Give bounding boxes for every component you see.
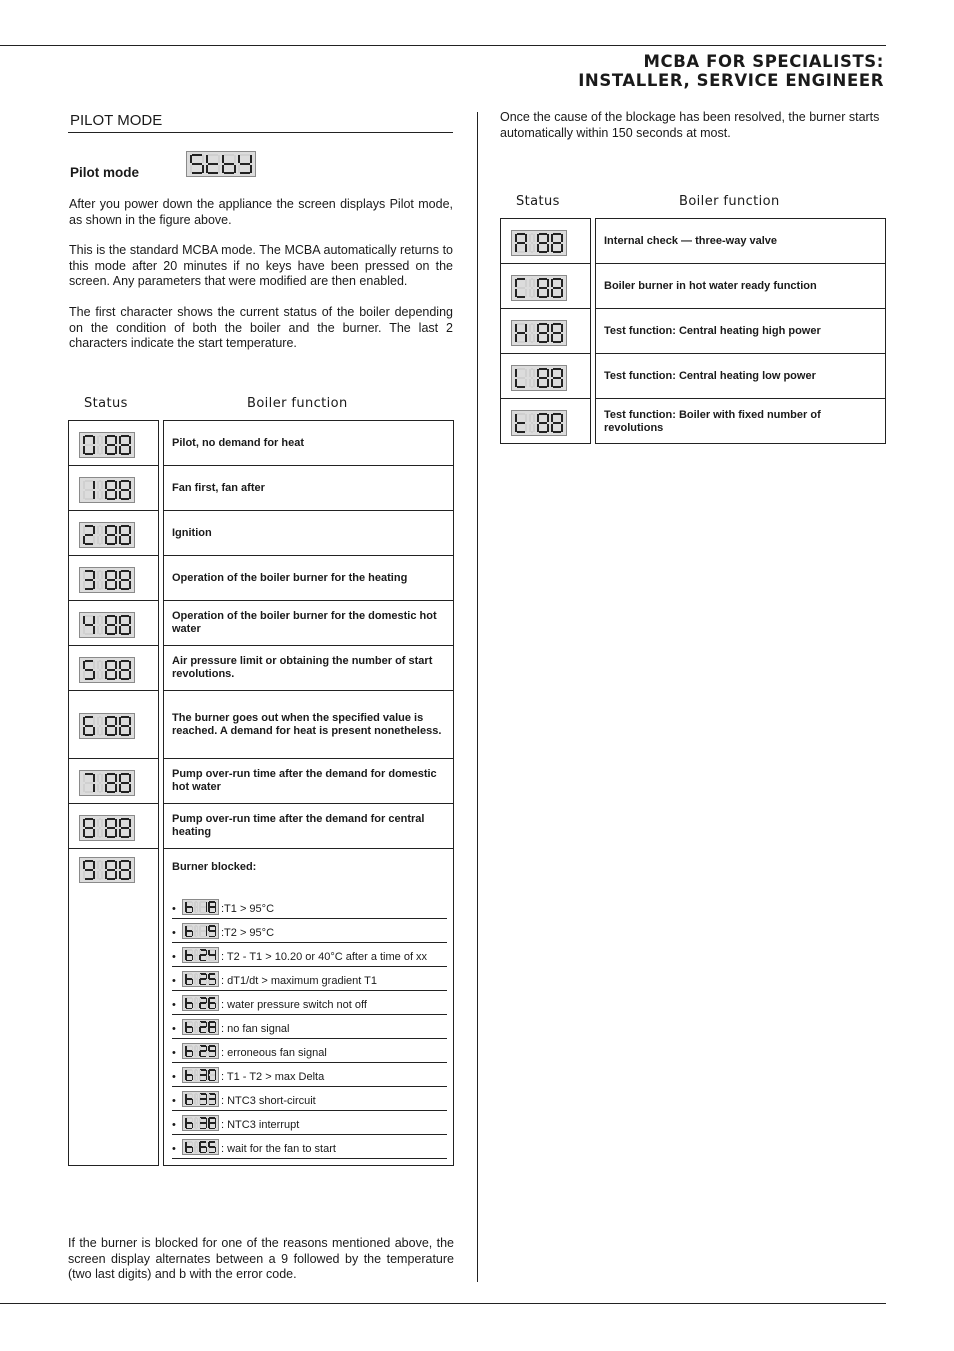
- bullet: •: [172, 951, 176, 963]
- seven-segment-display: [79, 815, 135, 841]
- segment-digit: [119, 860, 131, 880]
- segment-digit: [206, 154, 220, 174]
- left-function-column: [163, 420, 454, 1166]
- status-cell: [79, 522, 135, 550]
- function-row: [164, 804, 453, 849]
- segment-digit: [83, 615, 95, 635]
- blocked-reason-text: : wait for the fan to start: [221, 1143, 336, 1155]
- seven-segment-display: [511, 230, 567, 256]
- segment-digit: [551, 413, 563, 433]
- seven-segment-display: [182, 1019, 219, 1035]
- header-line-2: INSTALLER, SERVICE ENGINEER: [578, 71, 884, 90]
- segment-digit: [97, 480, 103, 500]
- blocked-reason-item: [172, 1041, 447, 1063]
- page-header: [578, 52, 884, 90]
- blocked-reason-text: : no fan signal: [221, 1023, 290, 1035]
- segment-digit: [83, 570, 95, 590]
- right-top-paragraph: Once the cause of the blockage has been resolved, the burner starts automatically within 150 seconds at most.: [500, 110, 880, 140]
- segment-digit: [194, 1045, 198, 1057]
- function-text: Pump over-run time after the demand for central heating: [172, 813, 425, 838]
- segment-digit: [199, 925, 207, 937]
- function-text: Air pressure limit or obtaining the number of start revolutions.: [172, 655, 433, 680]
- function-text: Boiler burner in hot water ready function: [604, 279, 817, 292]
- seven-segment-display: [182, 1115, 219, 1131]
- section-title-underline: [68, 132, 453, 133]
- header-line-1: MCBA FOR SPECIALISTS:: [643, 52, 884, 71]
- left-status-header: Status: [84, 396, 128, 411]
- bottom-rule: [0, 1303, 886, 1304]
- function-text: Test function: Central heating low power: [604, 369, 816, 382]
- status-row: [69, 601, 158, 646]
- function-row: [164, 556, 453, 601]
- segment-digit: [105, 480, 117, 500]
- seven-segment-display: [79, 522, 135, 548]
- segment-digit: [537, 278, 549, 298]
- seven-segment-display: [79, 770, 135, 796]
- function-row: [164, 511, 453, 556]
- seven-segment-display: [182, 1091, 219, 1107]
- segment-digit: [199, 1093, 207, 1105]
- segment-digit: [551, 323, 563, 343]
- paragraph-3: The first character shows the current status of the boiler depending on the condition of both the boiler and the burner. The last 2 characters indicate the start temperature.: [69, 305, 453, 350]
- segment-digit: [97, 818, 103, 838]
- segment-digit: [208, 1021, 216, 1033]
- bullet: •: [172, 903, 176, 915]
- status-row: [501, 264, 590, 309]
- seven-segment-display: [79, 432, 135, 458]
- seven-segment-display: [182, 995, 219, 1011]
- segment-digit: [119, 435, 131, 455]
- function-row: [164, 849, 453, 1167]
- bullet: •: [172, 1119, 176, 1131]
- segment-digit: [515, 368, 527, 388]
- function-row: [164, 421, 453, 466]
- segment-digit: [97, 860, 103, 880]
- segment-digit: [185, 901, 193, 913]
- function-text: Internal check — three-way valve: [604, 234, 778, 247]
- segment-digit: [105, 773, 117, 793]
- seven-segment-display: [182, 1139, 219, 1155]
- segment-digit: [83, 860, 95, 880]
- status-row: [69, 759, 158, 804]
- bullet: •: [172, 1071, 176, 1083]
- segment-digit: [194, 1093, 198, 1105]
- segment-digit: [529, 413, 535, 433]
- segment-digit: [105, 615, 117, 635]
- bullet: •: [172, 975, 176, 987]
- segment-digit: [105, 818, 117, 838]
- bullet: •: [172, 1023, 176, 1035]
- segment-digit: [194, 1021, 198, 1033]
- function-row: [164, 759, 453, 804]
- seven-segment-display: [182, 947, 219, 963]
- status-cell: [79, 612, 135, 640]
- blocked-reason-item: [172, 1017, 447, 1039]
- segment-digit: [105, 570, 117, 590]
- segment-digit: [83, 435, 95, 455]
- segment-digit: [208, 1045, 216, 1057]
- segment-digit: [199, 1141, 207, 1153]
- bullet: •: [172, 999, 176, 1011]
- segment-digit: [194, 973, 198, 985]
- status-cell: [79, 713, 135, 741]
- segment-digit: [537, 368, 549, 388]
- status-row: [69, 511, 158, 556]
- function-row: [164, 691, 453, 759]
- seven-segment-display: [79, 567, 135, 593]
- seven-segment-display: [182, 1067, 219, 1083]
- status-cell: [511, 365, 567, 393]
- left-status-column: [68, 420, 159, 1166]
- status-cell: [79, 477, 135, 505]
- segment-digit: [208, 997, 216, 1009]
- segment-digit: [105, 716, 117, 736]
- segment-digit: [194, 949, 198, 961]
- function-row: [164, 646, 453, 691]
- segment-digit: [199, 1117, 207, 1129]
- segment-digit: [105, 860, 117, 880]
- blocked-reason-text: : erroneous fan signal: [221, 1047, 327, 1059]
- seven-segment-display: [182, 971, 219, 987]
- segment-digit: [185, 997, 193, 1009]
- blocked-reason-text: :T2 > 95°C: [221, 927, 275, 939]
- seven-segment-display: [511, 320, 567, 346]
- segment-digit: [208, 925, 216, 937]
- segment-digit: [194, 925, 198, 937]
- paragraph-2: This is the standard MCBA mode. The MCBA automatically returns to this mode after 20 minutes if no keys have been pressed on the screen. Any parameters that were modified are then enabled.: [69, 243, 453, 288]
- status-cell: [79, 770, 135, 798]
- paragraph-1: After you power down the appliance the screen displays Pilot mode, as shown in the figure above.: [69, 197, 453, 227]
- section-title: PILOT MODE: [70, 112, 163, 129]
- segment-digit: [551, 368, 563, 388]
- blocked-reason-text: : NTC3 interrupt: [221, 1119, 300, 1131]
- status-cell: [79, 815, 135, 843]
- segment-digit: [97, 660, 103, 680]
- segment-digit: [194, 1117, 198, 1129]
- segment-digit: [83, 818, 95, 838]
- status-cell: [511, 410, 567, 438]
- blocked-reason-text: : water pressure switch not off: [221, 999, 367, 1011]
- segment-digit: [119, 773, 131, 793]
- seven-segment-display: [182, 1043, 219, 1059]
- pilot-mode-label: Pilot mode: [70, 165, 140, 180]
- segment-digit: [119, 615, 131, 635]
- segment-digit: [83, 716, 95, 736]
- status-cell: [79, 432, 135, 460]
- segment-digit: [208, 1141, 216, 1153]
- segment-digit: [185, 973, 193, 985]
- segment-digit: [194, 1069, 198, 1081]
- function-row: [596, 264, 885, 309]
- blocked-reason-item: [172, 1137, 447, 1159]
- segment-digit: [199, 973, 207, 985]
- seven-segment-display: [79, 477, 135, 503]
- segment-digit: [105, 435, 117, 455]
- function-row: [164, 601, 453, 646]
- blocked-reason-item: [172, 945, 447, 967]
- column-divider: [477, 112, 478, 1282]
- segment-digit: [537, 323, 549, 343]
- function-row: [596, 354, 885, 399]
- segment-digit: [83, 660, 95, 680]
- status-cell: [79, 857, 135, 885]
- segment-digit: [208, 1117, 216, 1129]
- segment-digit: [119, 525, 131, 545]
- function-text: Burner blocked:: [172, 861, 257, 873]
- status-row: [69, 646, 158, 691]
- segment-digit: [97, 435, 103, 455]
- segment-digit: [238, 154, 252, 174]
- blocked-reason-item: [172, 969, 447, 991]
- segment-digit: [194, 997, 198, 1009]
- blocked-reason-text: :T1 > 95°C: [221, 903, 275, 915]
- status-row: [69, 804, 158, 849]
- segment-digit: [208, 949, 216, 961]
- seven-segment-display: [79, 612, 135, 638]
- seven-segment-display: [79, 657, 135, 683]
- segment-digit: [83, 773, 95, 793]
- seven-segment-display: [511, 365, 567, 391]
- left-function-header: Boiler function: [247, 396, 348, 411]
- segment-digit: [83, 480, 95, 500]
- seven-segment-display: [511, 410, 567, 436]
- segment-digit: [537, 413, 549, 433]
- blocked-reason-item: [172, 921, 447, 943]
- status-row: [69, 691, 158, 759]
- segment-digit: [97, 525, 103, 545]
- function-row: [596, 219, 885, 264]
- segment-digit: [199, 949, 207, 961]
- segment-digit: [537, 233, 549, 253]
- function-text: Ignition: [172, 526, 212, 539]
- segment-digit: [515, 413, 527, 433]
- status-row: [501, 399, 590, 444]
- blocked-reason-text: : T1 - T2 > max Delta: [221, 1071, 325, 1083]
- segment-digit: [199, 1069, 207, 1081]
- segment-digit: [515, 233, 527, 253]
- segment-digit: [119, 480, 131, 500]
- segment-digit: [194, 901, 198, 913]
- right-function-column: [595, 218, 886, 444]
- function-text: Test function: Central heating high power: [604, 324, 821, 337]
- right-function-header: Boiler function: [679, 194, 780, 209]
- segment-digit: [185, 949, 193, 961]
- segment-digit: [119, 660, 131, 680]
- segment-digit: [208, 1093, 216, 1105]
- segment-digit: [199, 1021, 207, 1033]
- segment-digit: [208, 1069, 216, 1081]
- status-row: [69, 421, 158, 466]
- segment-digit: [119, 818, 131, 838]
- blocked-reason-item: [172, 1065, 447, 1087]
- status-cell: [511, 230, 567, 258]
- bullet: •: [172, 1143, 176, 1155]
- segment-digit: [208, 901, 216, 913]
- seven-segment-display: [186, 151, 256, 177]
- bullet: •: [172, 1095, 176, 1107]
- status-row: [69, 556, 158, 601]
- segment-digit: [199, 997, 207, 1009]
- seven-segment-display: [79, 857, 135, 883]
- segment-digit: [185, 1069, 193, 1081]
- segment-digit: [97, 773, 103, 793]
- blocked-reason-item: [172, 1089, 447, 1111]
- status-row: [501, 354, 590, 399]
- bullet: •: [172, 1047, 176, 1059]
- segment-digit: [83, 525, 95, 545]
- function-text: Operation of the boiler burner for the heating: [172, 571, 408, 584]
- segment-digit: [199, 901, 207, 913]
- segment-digit: [551, 278, 563, 298]
- seven-segment-display: [182, 899, 219, 915]
- blocked-reason-item: [172, 1113, 447, 1135]
- function-text: Test function: Boiler with fixed number of revolutions: [604, 408, 821, 434]
- segment-digit: [551, 233, 563, 253]
- segment-digit: [185, 1021, 193, 1033]
- segment-digit: [105, 660, 117, 680]
- status-row: [69, 466, 158, 511]
- segment-digit: [190, 154, 204, 174]
- status-cell: [511, 275, 567, 303]
- segment-digit: [119, 716, 131, 736]
- function-text: The burner goes out when the specified value is reached. A demand for heat is present nonetheless.: [172, 711, 442, 737]
- status-cell: [79, 567, 135, 595]
- status-cell: [511, 320, 567, 348]
- status-row: [501, 309, 590, 354]
- right-status-column: [500, 218, 591, 444]
- segment-digit: [185, 925, 193, 937]
- blocked-reason-item: [172, 897, 447, 919]
- segment-digit: [194, 1141, 198, 1153]
- seven-segment-display: [511, 275, 567, 301]
- segment-digit: [185, 1093, 193, 1105]
- seven-segment-display: [79, 713, 135, 739]
- segment-digit: [199, 1045, 207, 1057]
- blocked-reason-text: : dT1/dt > maximum gradient T1: [221, 975, 378, 987]
- function-row: [596, 399, 885, 444]
- status-row: [69, 849, 158, 1167]
- segment-digit: [97, 716, 103, 736]
- status-row: [501, 219, 590, 264]
- segment-digit: [529, 233, 535, 253]
- bottom-paragraph: If the burner is blocked for one of the reasons mentioned above, the screen display alternates between a 9 followed by the temperature (two last digits) and b with the error code.: [68, 1236, 454, 1281]
- segment-digit: [515, 278, 527, 298]
- segment-digit: [97, 570, 103, 590]
- segment-digit: [119, 570, 131, 590]
- segment-digit: [208, 973, 216, 985]
- function-row: [596, 309, 885, 354]
- segment-digit: [529, 278, 535, 298]
- function-text: Fan first, fan after: [172, 481, 265, 494]
- segment-digit: [185, 1117, 193, 1129]
- blocked-reason-item: [172, 993, 447, 1015]
- function-text: Operation of the boiler burner for the domestic hot water: [172, 610, 437, 635]
- segment-digit: [105, 525, 117, 545]
- right-status-header: Status: [516, 194, 560, 209]
- status-cell: [79, 657, 135, 685]
- bullet: •: [172, 927, 176, 939]
- function-text: Pump over-run time after the demand for domestic hot water: [172, 768, 437, 793]
- seven-segment-display: [182, 923, 219, 939]
- stby-display: [186, 151, 256, 179]
- blocked-reason-text: : T2 - T1 > 10.20 or 40°C after a time of xx: [221, 951, 428, 963]
- top-rule: [0, 45, 886, 46]
- segment-digit: [185, 1141, 193, 1153]
- blocked-reason-text: : NTC3 short-circuit: [221, 1095, 316, 1107]
- segment-digit: [185, 1045, 193, 1057]
- segment-digit: [97, 615, 103, 635]
- segment-digit: [529, 368, 535, 388]
- function-text: Pilot, no demand for heat: [172, 436, 305, 449]
- function-row: [164, 466, 453, 511]
- segment-digit: [529, 323, 535, 343]
- segment-digit: [222, 154, 236, 174]
- segment-digit: [515, 323, 527, 343]
